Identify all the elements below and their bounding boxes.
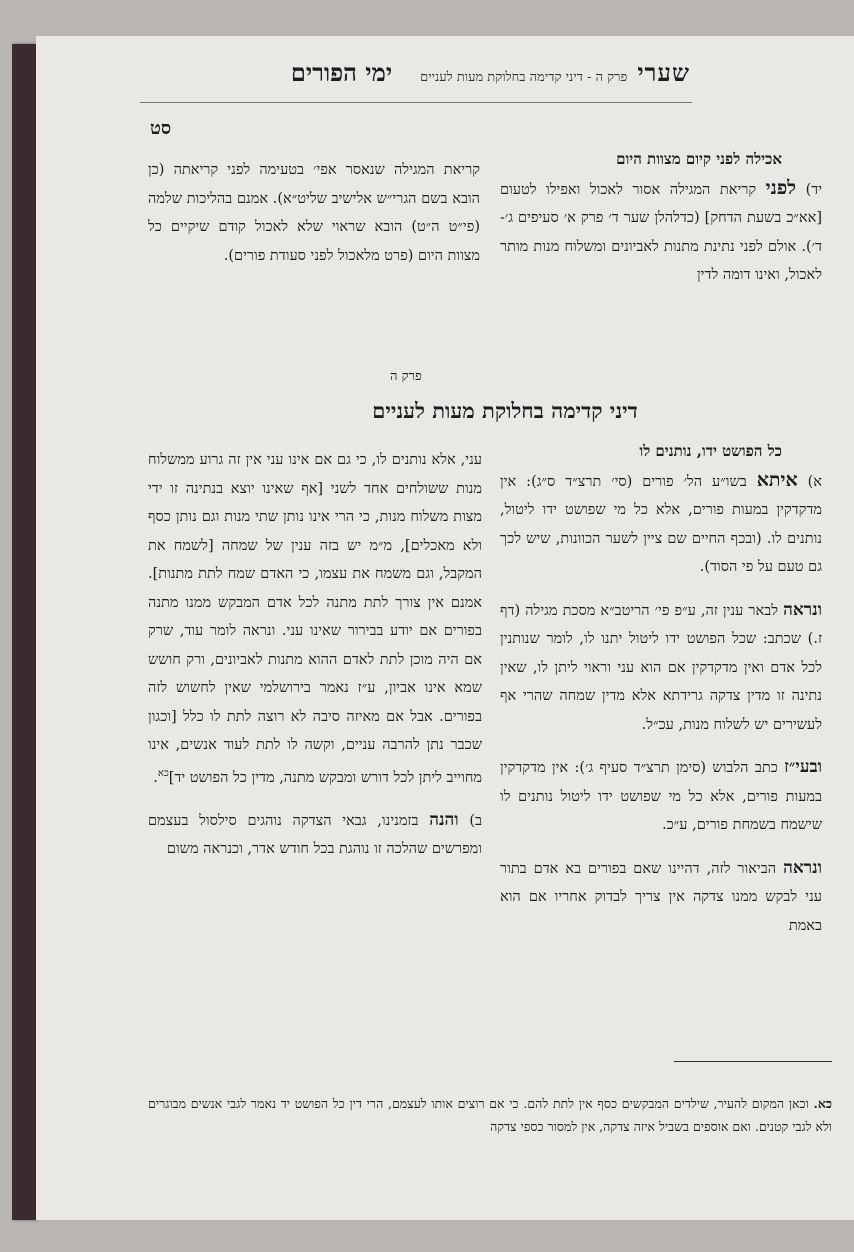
- paragraph-text: עני, אלא נותנים לו, כי גם אם אינו עני אין זה גרוע ממשלוח מנות ששולחים אחד לשני [אף שאינו יוצא בנתינה זו ידי מצות משלוח מנות, כי הרי אינו נותן שתי מנות וגם נותן כסף ולא מאכלים], מ״מ יש בזה ענין של שמחה [לשמח את המקבל, וגם משמח את עצמו, כי האדם שמח לתת מתנות]. אמנם אין צורך לתת מתנה לכל אדם המבקש ממנו מתנה בפורים אם יודע בבירור שאינו עני. ונראה לומר עוד, שרק אם היה מוכן לתת לאדם ההוא מתנות לאביונים, ורק חושש שמא אינו אביון, ע״ז נאמר בירושלמי שאין לחשוש לזה בפורים. אבל אם מאיזה סיבה לא רוצה לתת לו כלל [וכגון שכבר נתן להרבה עניים, וקשה לו לתת לעוד אנשים, אינו מחוייב ליתן לכל דורש ומבקש מתנה, מדין כל הפושט יד]: [148, 452, 482, 786]
- header-divider: [140, 102, 692, 103]
- section-subhead: אכילה לפני קיום מצוות היום: [616, 150, 782, 168]
- running-header: [110, 58, 690, 98]
- paragraph-a: [500, 466, 822, 582]
- paragraph-text: קריאת המגילה אסור לאכול ואפילו לטעום [אא״כ בשעת הדחק] (כדלהלן שער ד׳ פרק א׳ סעיפים ג׳-ד׳). אולם לפני נתינת מתנות לאביונים ומשלוח מנות מותר לאכול, ואינו דומה לדין: [500, 181, 822, 283]
- header-book-title: ימי הפורים: [290, 58, 393, 87]
- paragraph-lead-word: ונראה: [783, 599, 822, 620]
- paragraph-b: [148, 806, 482, 864]
- paragraph-lead-word: איתא: [756, 468, 798, 491]
- footnote: [148, 1092, 832, 1138]
- paragraph-number: ב): [469, 812, 482, 829]
- paragraph-number: א): [807, 473, 822, 490]
- page-number: סט: [150, 118, 172, 139]
- top-right-column: [500, 145, 822, 290]
- paragraph-venireh-2: [500, 854, 822, 941]
- paragraph-continued: עני, אלא נותנים לו, כי גם אם אינו עני אין זה גרוע ממשלוח מנות ששולחים אחד לשני [אף שאינו יוצא בנתינה זו ידי מצות משלוח מנות, כי הרי אינו נותן שתי מנות וגם נותן כסף ולא מאכלים], מ״מ יש בזה ענין של שמחה [לשמח את המקבל, וגם משמח את עצמו, כי האדם שמח לתת מתנות]. אמנם אין צורך לתת מתנה לכל אדם המבקש ממנו מתנה בפורים אם יודע בבירור שאינו עני. ונראה לומר עוד, שרק אם היה מוכן לתת לאדם ההוא מתנות לאביונים, ורק חושש שמא אינו אביון, ע״ז נאמר בירושלמי שאין לחשוש לזה בפורים. אבל אם מאיזה סיבה לא רוצה לתת לו כלל [וכגון שכבר נתן להרבה עניים, וקשה לו לתת לעוד אנשים, אינו מחוייב ליתן לכל דורש ומבקש מתנה, מדין כל הפושט יד]$^{כא}$.: [148, 452, 482, 786]
- paragraph-text: קריאת המגילה שנאסר אפי׳ בטעימה לפני קריאתה (כן הובא בשם הגרי״ש אלישיב שליט״א). אמנם בהליכות שלמה (פי״ט ה״ט) הובא שראוי שלא לאכול קודם שיקיים כל מצוות היום (פרט מלאכול לפני סעודת פורים).: [148, 162, 480, 264]
- body-left-column: [148, 446, 482, 864]
- paragraph-lead-word: ובעי״ז: [784, 757, 822, 777]
- chapter-title: דיני קדימה בחלוקת מעות לעניים: [372, 398, 638, 423]
- paragraph-venireh-1: [500, 596, 822, 740]
- section-subhead: כל הפושט ידו, נותנים לו: [639, 442, 782, 460]
- paragraph-text: הביאור לזה, דהיינו שאם בפורים בא אדם בתור עני לבקש ממנו צדקה אין צריך לבדוק אחריו אם הוא באמת: [500, 860, 822, 934]
- header-chapter-line: פרק ה - דיני קדימה בחלוקת מעות לעניים: [420, 70, 628, 85]
- paragraph-14: [500, 174, 822, 290]
- paragraph-text: בזמנינו, גבאי הצדקה נוהגים סילסול בעצמם ומפרשים שהלכה זו נוהגת בכל חודש אדר, וכנראה משום: [148, 812, 482, 858]
- body-right-column: [500, 437, 822, 940]
- footnote-divider: [674, 1061, 832, 1062]
- paragraph-text: כתב הלבוש (סימן תרצ״ד סעיף ג׳): אין מדקדקין במעות פורים, אלא כל מי שפושט ידו ליטול נותנים לו שישמח בשמחת פורים, ע״כ.: [500, 760, 822, 833]
- header-book-short: שערי: [637, 58, 690, 87]
- chapter-number: פרק ה: [390, 369, 422, 384]
- paragraph-lead-word: ונראה: [783, 857, 822, 878]
- paragraph-lead-word: לפני: [765, 176, 797, 199]
- footnote-number: כא.: [813, 1096, 832, 1111]
- footnote-ref: כא: [157, 767, 169, 779]
- top-left-column: [148, 156, 480, 270]
- paragraph-number: יד): [805, 181, 823, 198]
- paragraph-text: בשו״ע הל׳ פורים (סי׳ תרצ״ד ס״ג): אין מדקדקין במעות פורים, אלא כל מי שפושט ידו ליטול, נותנים לו. (ובכף החיים שם ציין לשער הכוונות, שיש לכך גם טעם על פי הסוד).: [500, 473, 822, 575]
- paragraph-lead-word: והנה: [429, 809, 459, 830]
- paragraph-uvei: [500, 753, 822, 840]
- paragraph-text: לבאר ענין זה, ע״פ פי׳ הריטב״א מסכת מגילה (דף ז.) שכתב: שכל הפושט ידו ליטול יתנו לו, לומר שנותנין לכל אדם ואין מדקדקין אם הוא עני וראוי ליתן לו, שאין נתינה זו מדין צדקה גרידתא אלא מדין שמחה שהרי אף לעשירים יש לשלוח מנות, עכ״ל.: [500, 602, 822, 733]
- footnote-text: וכאן המקום להעיר, שילדים המבקשים כסף אין לתת להם. כי אם רוצים אותו לעצמם, הרי דין כל הפושט יד נאמר לגבי אנשים מבוגרים ולא לגבי קטנים. ואם אוספים בשביל איזה צדקה, אין למסור כספי צדקה: [148, 1096, 832, 1134]
- book-binding: [12, 44, 36, 1220]
